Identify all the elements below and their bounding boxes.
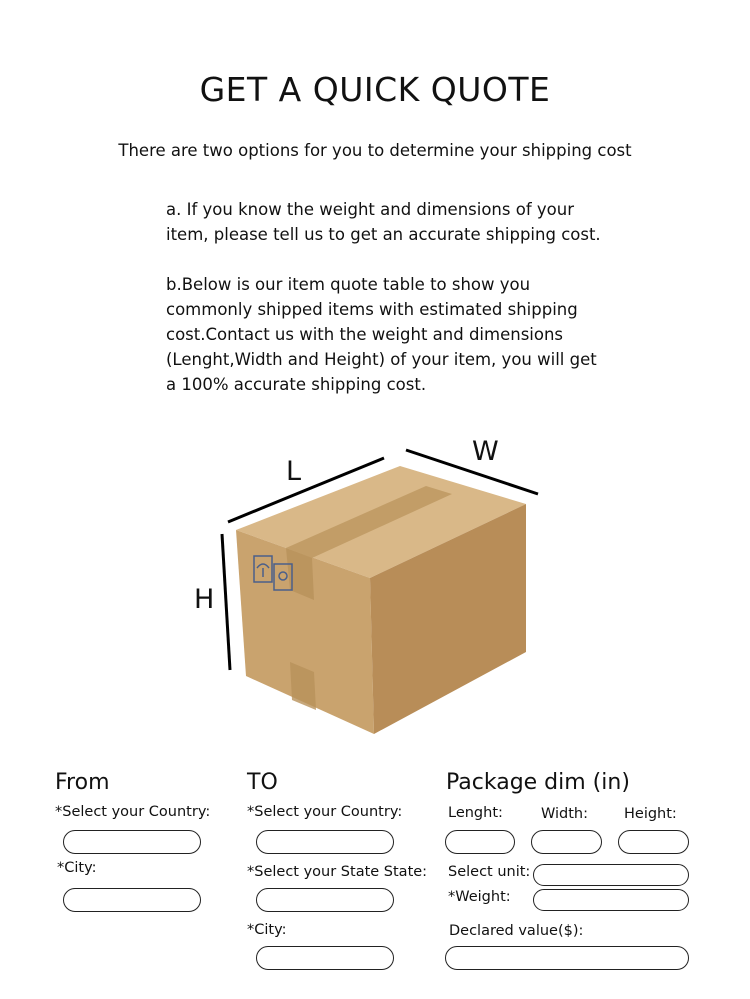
option-b-text: b.Below is our item quote table to show you commonly shipped items with estimated shipping cost.Contact us with the weight and dimensions (Lenght,Width and Height) of your item, you will get a 100% accurate shipping cost. [166,275,597,394]
from-city-label: *City: [57,860,97,876]
to-city-input[interactable] [256,946,394,970]
length-field-label: Lenght: [448,805,503,821]
declared-value-label: Declared value($): [449,923,584,939]
unit-select[interactable] [533,864,689,886]
package-heading: Package dim (in) [446,770,630,795]
to-country-input[interactable] [256,830,394,854]
height-dimension-line [222,534,230,670]
unit-label: Select unit: [448,864,531,880]
length-label: L [286,456,302,487]
to-heading: TO [247,770,278,795]
length-input[interactable] [445,830,515,854]
box-diagram [190,430,560,750]
to-country-label: *Select your Country: [247,804,403,820]
height-field-label: Height: [624,806,677,822]
page-subtitle: There are two options for you to determine your shipping cost [118,141,632,160]
width-label: W [472,436,499,467]
option-a-text: a. If you know the weight and dimensions of your item, please tell us to get an accurate shipping cost. [166,200,601,244]
cardboard-box-illustration [190,430,560,750]
weight-label: *Weight: [448,889,511,905]
declared-value-input[interactable] [445,946,689,970]
to-state-label: *Select your State State: [247,864,428,880]
from-heading: From [55,770,110,795]
to-state-input[interactable] [256,888,394,912]
width-field-label: Width: [541,806,589,822]
height-input[interactable] [618,830,689,854]
from-country-input[interactable] [63,830,201,854]
from-country-label: *Select your Country: [55,804,211,820]
width-input[interactable] [531,830,602,854]
weight-input[interactable] [533,889,689,911]
height-label: H [194,584,215,615]
page-title: GET A QUICK QUOTE [199,70,551,109]
from-city-input[interactable] [63,888,201,912]
to-city-label: *City: [247,922,287,938]
